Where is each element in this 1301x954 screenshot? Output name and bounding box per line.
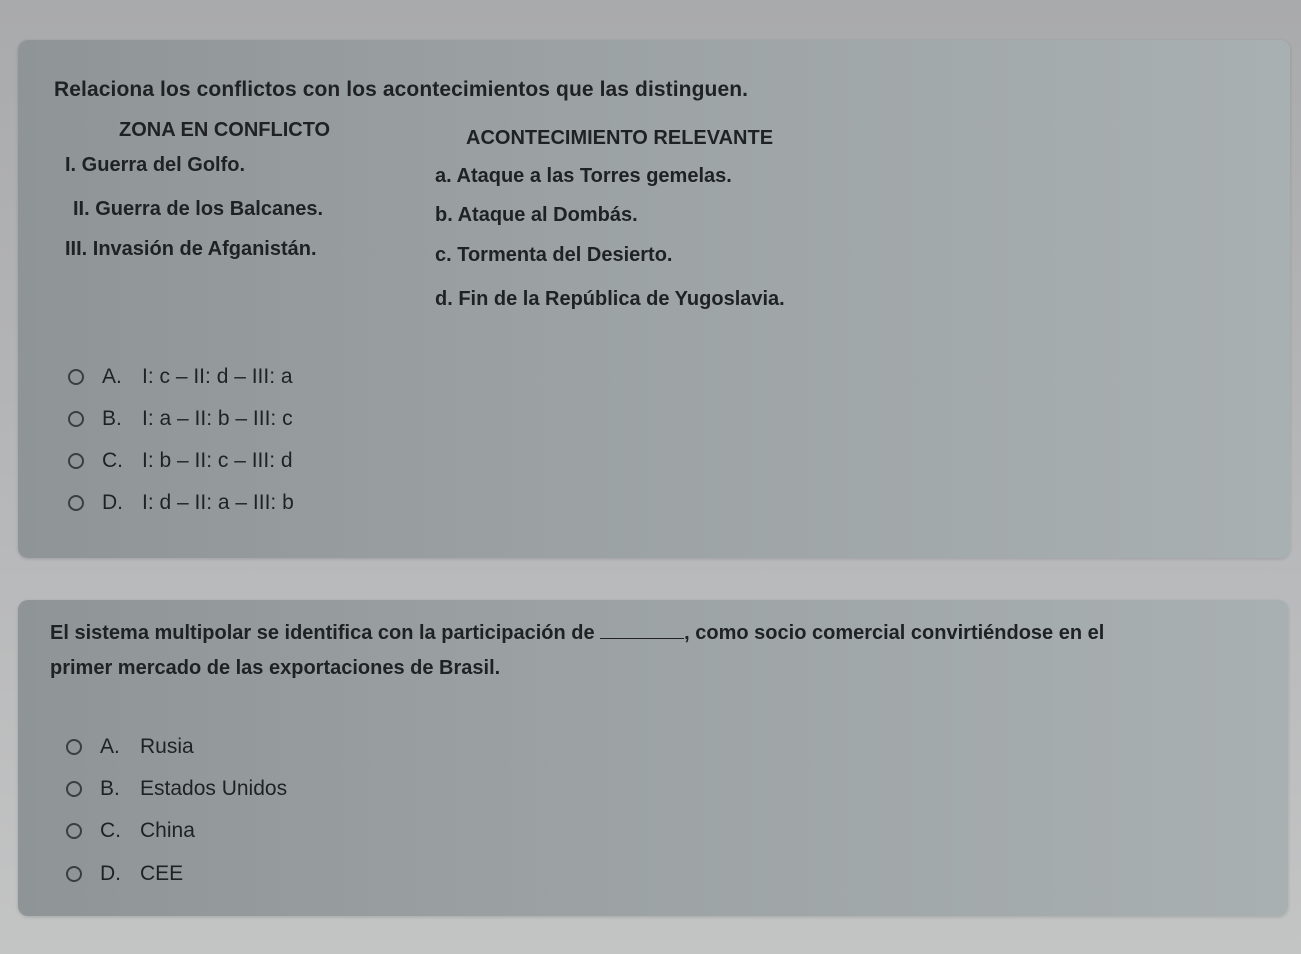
option-text: I: b – II: c – III: d [142, 449, 293, 472]
right-column-header: ACONTECIMIENTO RELEVANTE [466, 127, 774, 149]
option-text: I: c – II: d – III: a [142, 365, 293, 388]
event-item-d: d. Fin de la República de Yugoslavia. [435, 288, 785, 310]
q2-option-c[interactable] [66, 819, 195, 843]
question-2-text-end: , como socio comercial convirtiéndose en el [684, 622, 1105, 644]
option-letter: A. [100, 735, 120, 758]
radio-button-icon[interactable] [66, 781, 82, 797]
option-letter: B. [102, 407, 122, 430]
question-card-1 [18, 40, 1290, 558]
event-item-b: b. Ataque al Dombás. [435, 204, 638, 226]
option-letter: D. [102, 491, 123, 514]
option-letter: C. [100, 819, 121, 842]
q2-option-b[interactable] [66, 777, 287, 801]
option-text: CEE [140, 862, 184, 885]
event-item-c: c. Tormenta del Desierto. [435, 244, 673, 266]
option-letter: C. [102, 449, 123, 472]
radio-button-icon[interactable] [68, 453, 84, 469]
radio-button-icon[interactable] [66, 823, 82, 839]
q1-option-b[interactable] [68, 407, 293, 431]
option-letter: A. [102, 365, 122, 388]
left-column-header: ZONA EN CONFLICTO [119, 119, 331, 141]
event-item-a: a. Ataque a las Torres gemelas. [435, 165, 732, 187]
option-text: I: a – II: b – III: c [142, 407, 293, 430]
radio-button-icon[interactable] [66, 739, 82, 755]
option-text: I: d – II: a – III: b [142, 491, 294, 514]
question-2-text-line2: primer mercado de las exportaciones de Brasil. [50, 657, 501, 679]
q2-option-d[interactable] [66, 862, 183, 886]
radio-button-icon[interactable] [68, 495, 84, 511]
conflict-item-1: I. Guerra del Golfo. [65, 154, 246, 176]
option-letter: B. [100, 777, 120, 800]
question-2-text [50, 616, 1104, 686]
question-1-title: Relaciona los conflictos con los acontecimientos que las distinguen. [54, 78, 749, 101]
option-text: Rusia [140, 735, 194, 758]
option-letter: D. [100, 862, 121, 885]
conflict-item-2: II. Guerra de los Balcanes. [73, 198, 324, 220]
q1-option-d[interactable] [68, 491, 294, 515]
conflict-item-3: III. Invasión de Afganistán. [65, 238, 317, 260]
radio-button-icon[interactable] [68, 411, 84, 427]
option-text: China [140, 819, 195, 842]
q1-option-c[interactable] [68, 449, 293, 473]
radio-button-icon[interactable] [66, 866, 82, 882]
question-2-text-start: El sistema multipolar se identifica con la participación de [50, 622, 595, 644]
q2-option-a[interactable] [66, 735, 194, 759]
option-text: Estados Unidos [140, 777, 288, 800]
question-card-2 [18, 600, 1288, 916]
answer-blank [600, 620, 684, 639]
q1-option-a[interactable] [68, 365, 293, 389]
radio-button-icon[interactable] [68, 369, 84, 385]
